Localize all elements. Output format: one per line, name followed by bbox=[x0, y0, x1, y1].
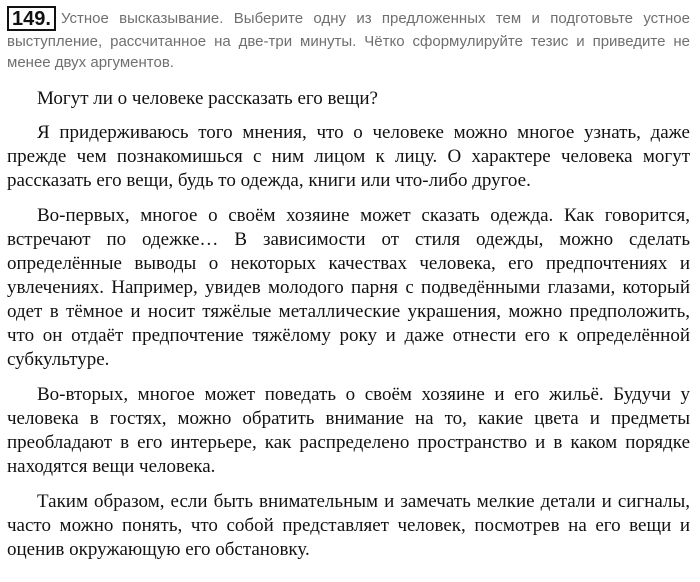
essay-paragraph-conclusion: Таким образом, если быть внимательным и замечать мелкие детали и сигналы, часто можно понять, что собой представляет человек, посмотрев на его вещи и оценив окружающую его обстановку. bbox=[7, 491, 690, 560]
task-instruction: Устное высказывание. Выберите одну из предложенных тем и подготовьте устное выступление, рассчитанное на две-три минуты. Чётко сформулируйте тезис и приведите не менее двух аргументов. bbox=[7, 10, 690, 71]
essay-title: Могут ли о человеке рассказать его вещи? bbox=[37, 88, 378, 109]
essay-paragraph-argument-2: Во-вторых, многое может поведать о своём хозяине и его жильё. Будучи у человека в гостях, можно обратить внимание на то, какие цвета и предметы преобладают в его интерьере, как распределено пространство и в каком порядке находятся вещи человека. bbox=[7, 384, 690, 477]
essay-paragraph-argument-1: Во-первых, многое о своём хозяине может сказать одежда. Как говорится, встречают по одежке… В зависимости от стиля одежды, можно сделать определённые выводы о некоторых качествах человека, его предпочтениях и увлечениях. Например, увидев молодого парня с подведёнными глазами, который одет в тёмное и носит тяжёлые металлические украшения, можно предположить, что он отдаёт предпочтение тяжёлому року и даже отнести его к определённой субкультуре. bbox=[7, 205, 690, 370]
essay-paragraph-thesis: Я придерживаюсь того мнения, что о человеке можно многое узнать, даже прежде чем познакомишься с ним лицом к лицу. О характере человека могут рассказать его вещи, будь то одежда, книги или что-либо другое. bbox=[7, 122, 690, 191]
task-number: 149. bbox=[7, 6, 56, 31]
task-block bbox=[7, 6, 690, 73]
